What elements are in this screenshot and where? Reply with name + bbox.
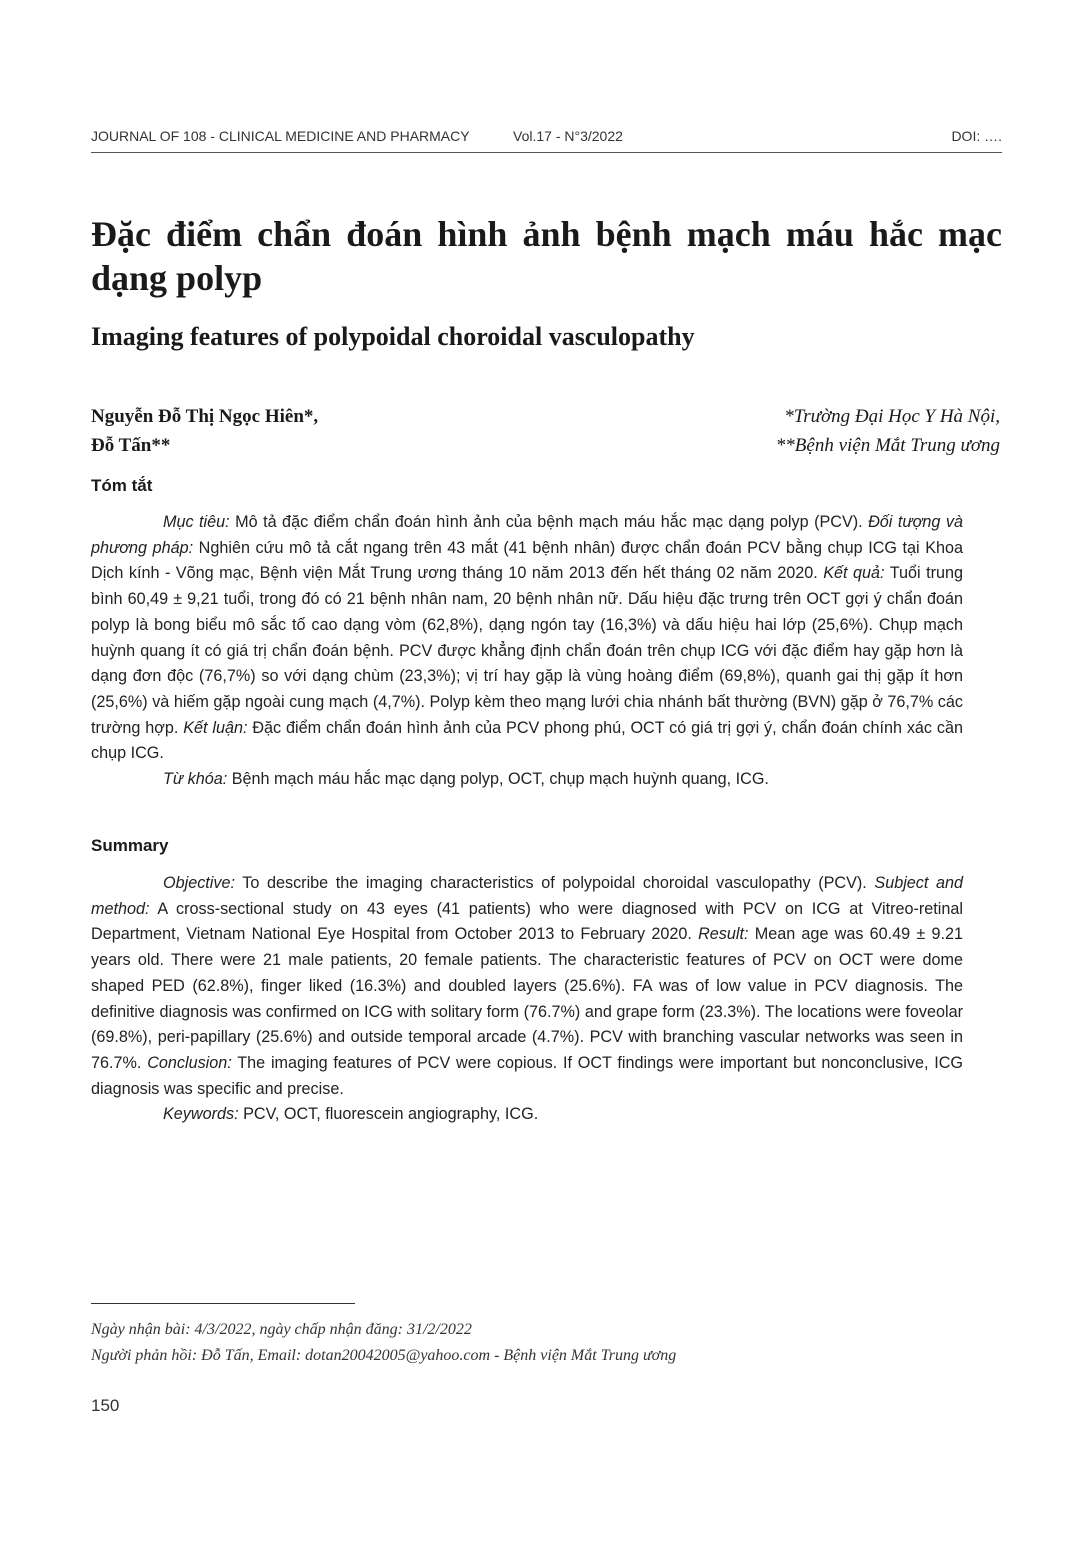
author-row bbox=[91, 402, 1002, 431]
author-affiliation: *Trường Đại Học Y Hà Nội, bbox=[784, 406, 1000, 427]
method-text: Nghiên cứu mô tả cắt ngang trên 43 mắt (41 bệnh nhân) được chẩn đoán PCV bằng chụp ICG tại Khoa Dịch kính - Võng mạc, Bệnh viện Mắt Trung ương tháng 10 năm 2013 đến hết tháng 02 năm 2020. bbox=[91, 538, 964, 583]
result-label: Result: bbox=[698, 925, 749, 944]
author-block bbox=[91, 402, 1002, 460]
author-name: Nguyễn Đỗ Thị Ngọc Hiên*, bbox=[91, 406, 319, 427]
journal-volume: Vol.17 - N°3/2022 bbox=[513, 128, 623, 144]
result-text: Tuổi trung bình 60,49 ± 9,21 tuổi, trong đó có 21 bệnh nhân nam, 20 bệnh nhân nữ. Dấu hiệu đặc trưng trên OCT gợi ý chẩn đoán polyp là bong biểu mô sắc tố cao dạng vòm (62,8%), dạng ngón tay (16,3%) và dấu hiệu hai lớp (25,6%). Chụp mạch huỳnh quang ít có giá trị chẩn đoán bệnh. PCV được khẳng định chẩn đoán trên chụp ICG với đặc điểm hay gặp hơn là dạng đơn độc (76,7%) so với dạng chùm (23,3%); vị trí hay gặp là vùng hoàng điểm (69,8%), quanh gai thị gặp ít hơn (25,6%) và hiếm gặp ngoài cung mạch (4,7%). Polyp kèm theo mạng lưới chia nhánh bất thường (BVN) gặp ở 76,7% các trường hợp. bbox=[91, 564, 963, 737]
footnote-divider bbox=[91, 1303, 355, 1304]
objective-label: Mục tiêu: bbox=[163, 513, 230, 531]
abstract-paragraph bbox=[91, 871, 963, 1102]
abstract-heading-vietnamese: Tóm tắt bbox=[91, 476, 153, 495]
author-name: Đỗ Tấn** bbox=[91, 435, 171, 456]
keywords-paragraph bbox=[91, 767, 963, 793]
keywords-text: PCV, OCT, fluorescein angiography, ICG. bbox=[238, 1105, 539, 1124]
conclusion-text: The imaging features of PCV were copious. If OCT findings were important but nonconclusive, ICG diagnosis was specific and precise. bbox=[91, 1053, 963, 1098]
objective-text: Mô tả đặc điểm chẩn đoán hình ảnh của bệnh mạch máu hắc mạc dạng polyp (PCV). bbox=[229, 513, 869, 531]
author-affiliation: **Bệnh viện Mắt Trung ương bbox=[775, 435, 1000, 456]
running-header bbox=[91, 128, 1002, 153]
method-label: Đối tượng và phương pháp: bbox=[91, 513, 963, 557]
method-text: A cross-sectional study on 43 eyes (41 patients) who were diagnosed with PCV on ICG at Vitreo-retinal Department, Vietnam National Eye Hospital from October 2013 to February 2020. bbox=[91, 899, 963, 944]
page-number: 150 bbox=[91, 1396, 120, 1415]
result-label: Kết quả: bbox=[823, 564, 885, 583]
doi-label: DOI: …. bbox=[951, 128, 1002, 144]
conclusion-label: Kết luận: bbox=[183, 718, 248, 737]
abstract-paragraph bbox=[91, 510, 963, 767]
article-title-vietnamese: Đặc điểm chẩn đoán hình ảnh bệnh mạch máu hắc mạc dạng polyp bbox=[91, 214, 1002, 298]
abstract-english bbox=[91, 871, 963, 1128]
author-row bbox=[91, 431, 1002, 460]
keywords-label: Keywords: bbox=[163, 1105, 239, 1124]
footnote-received-date: Ngày nhận bài: 4/3/2022, ngày chấp nhận đăng: 31/2/2022 bbox=[91, 1321, 472, 1338]
footnote-correspondence: Người phản hồi: Đỗ Tấn, Email: dotan20042005@yahoo.com - Bệnh viện Mắt Trung ương bbox=[91, 1347, 677, 1364]
keywords-label: Từ khóa: bbox=[163, 770, 228, 789]
abstract-vietnamese bbox=[91, 510, 963, 793]
article-title-english: Imaging features of polypoidal choroidal vasculopathy bbox=[91, 322, 695, 351]
method-label: Subject and method: bbox=[91, 874, 963, 918]
conclusion-label: Conclusion: bbox=[147, 1053, 232, 1072]
abstract-heading-english: Summary bbox=[91, 836, 169, 855]
objective-text: To describe the imaging characteristics of polypoidal choroidal vasculopathy (PCV). bbox=[234, 874, 875, 892]
keywords-text: Bệnh mạch máu hắc mạc dạng polyp, OCT, chụp mạch huỳnh quang, ICG. bbox=[227, 770, 769, 789]
keywords-paragraph bbox=[91, 1102, 963, 1128]
conclusion-text: Đặc điểm chẩn đoán hình ảnh của PCV phong phú, OCT có giá trị gợi ý, chẩn đoán chính xác cần chụp ICG. bbox=[91, 718, 963, 763]
result-text: Mean age was 60.49 ± 9.21 years old. There were 21 male patients, 20 female patients. The characteristic features of PCV on OCT were dome shaped PED (62.8%), finger liked (16.3%) and doubled layers (25.6%). FA was of low value in PCV diagnosis. The definitive diagnosis was confirmed on ICG with solitary form (76.7%) and grape form (23.3%). The locations were foveolar (69.8%), peri-papillary (25.6%) and outside temporal arcade (4.7%). PCV with branching vascular networks was seen in 76.7%. bbox=[91, 925, 964, 1072]
journal-name: JOURNAL OF 108 - CLINICAL MEDICINE AND PHARMACY bbox=[91, 128, 470, 144]
objective-label: Objective: bbox=[163, 874, 235, 892]
